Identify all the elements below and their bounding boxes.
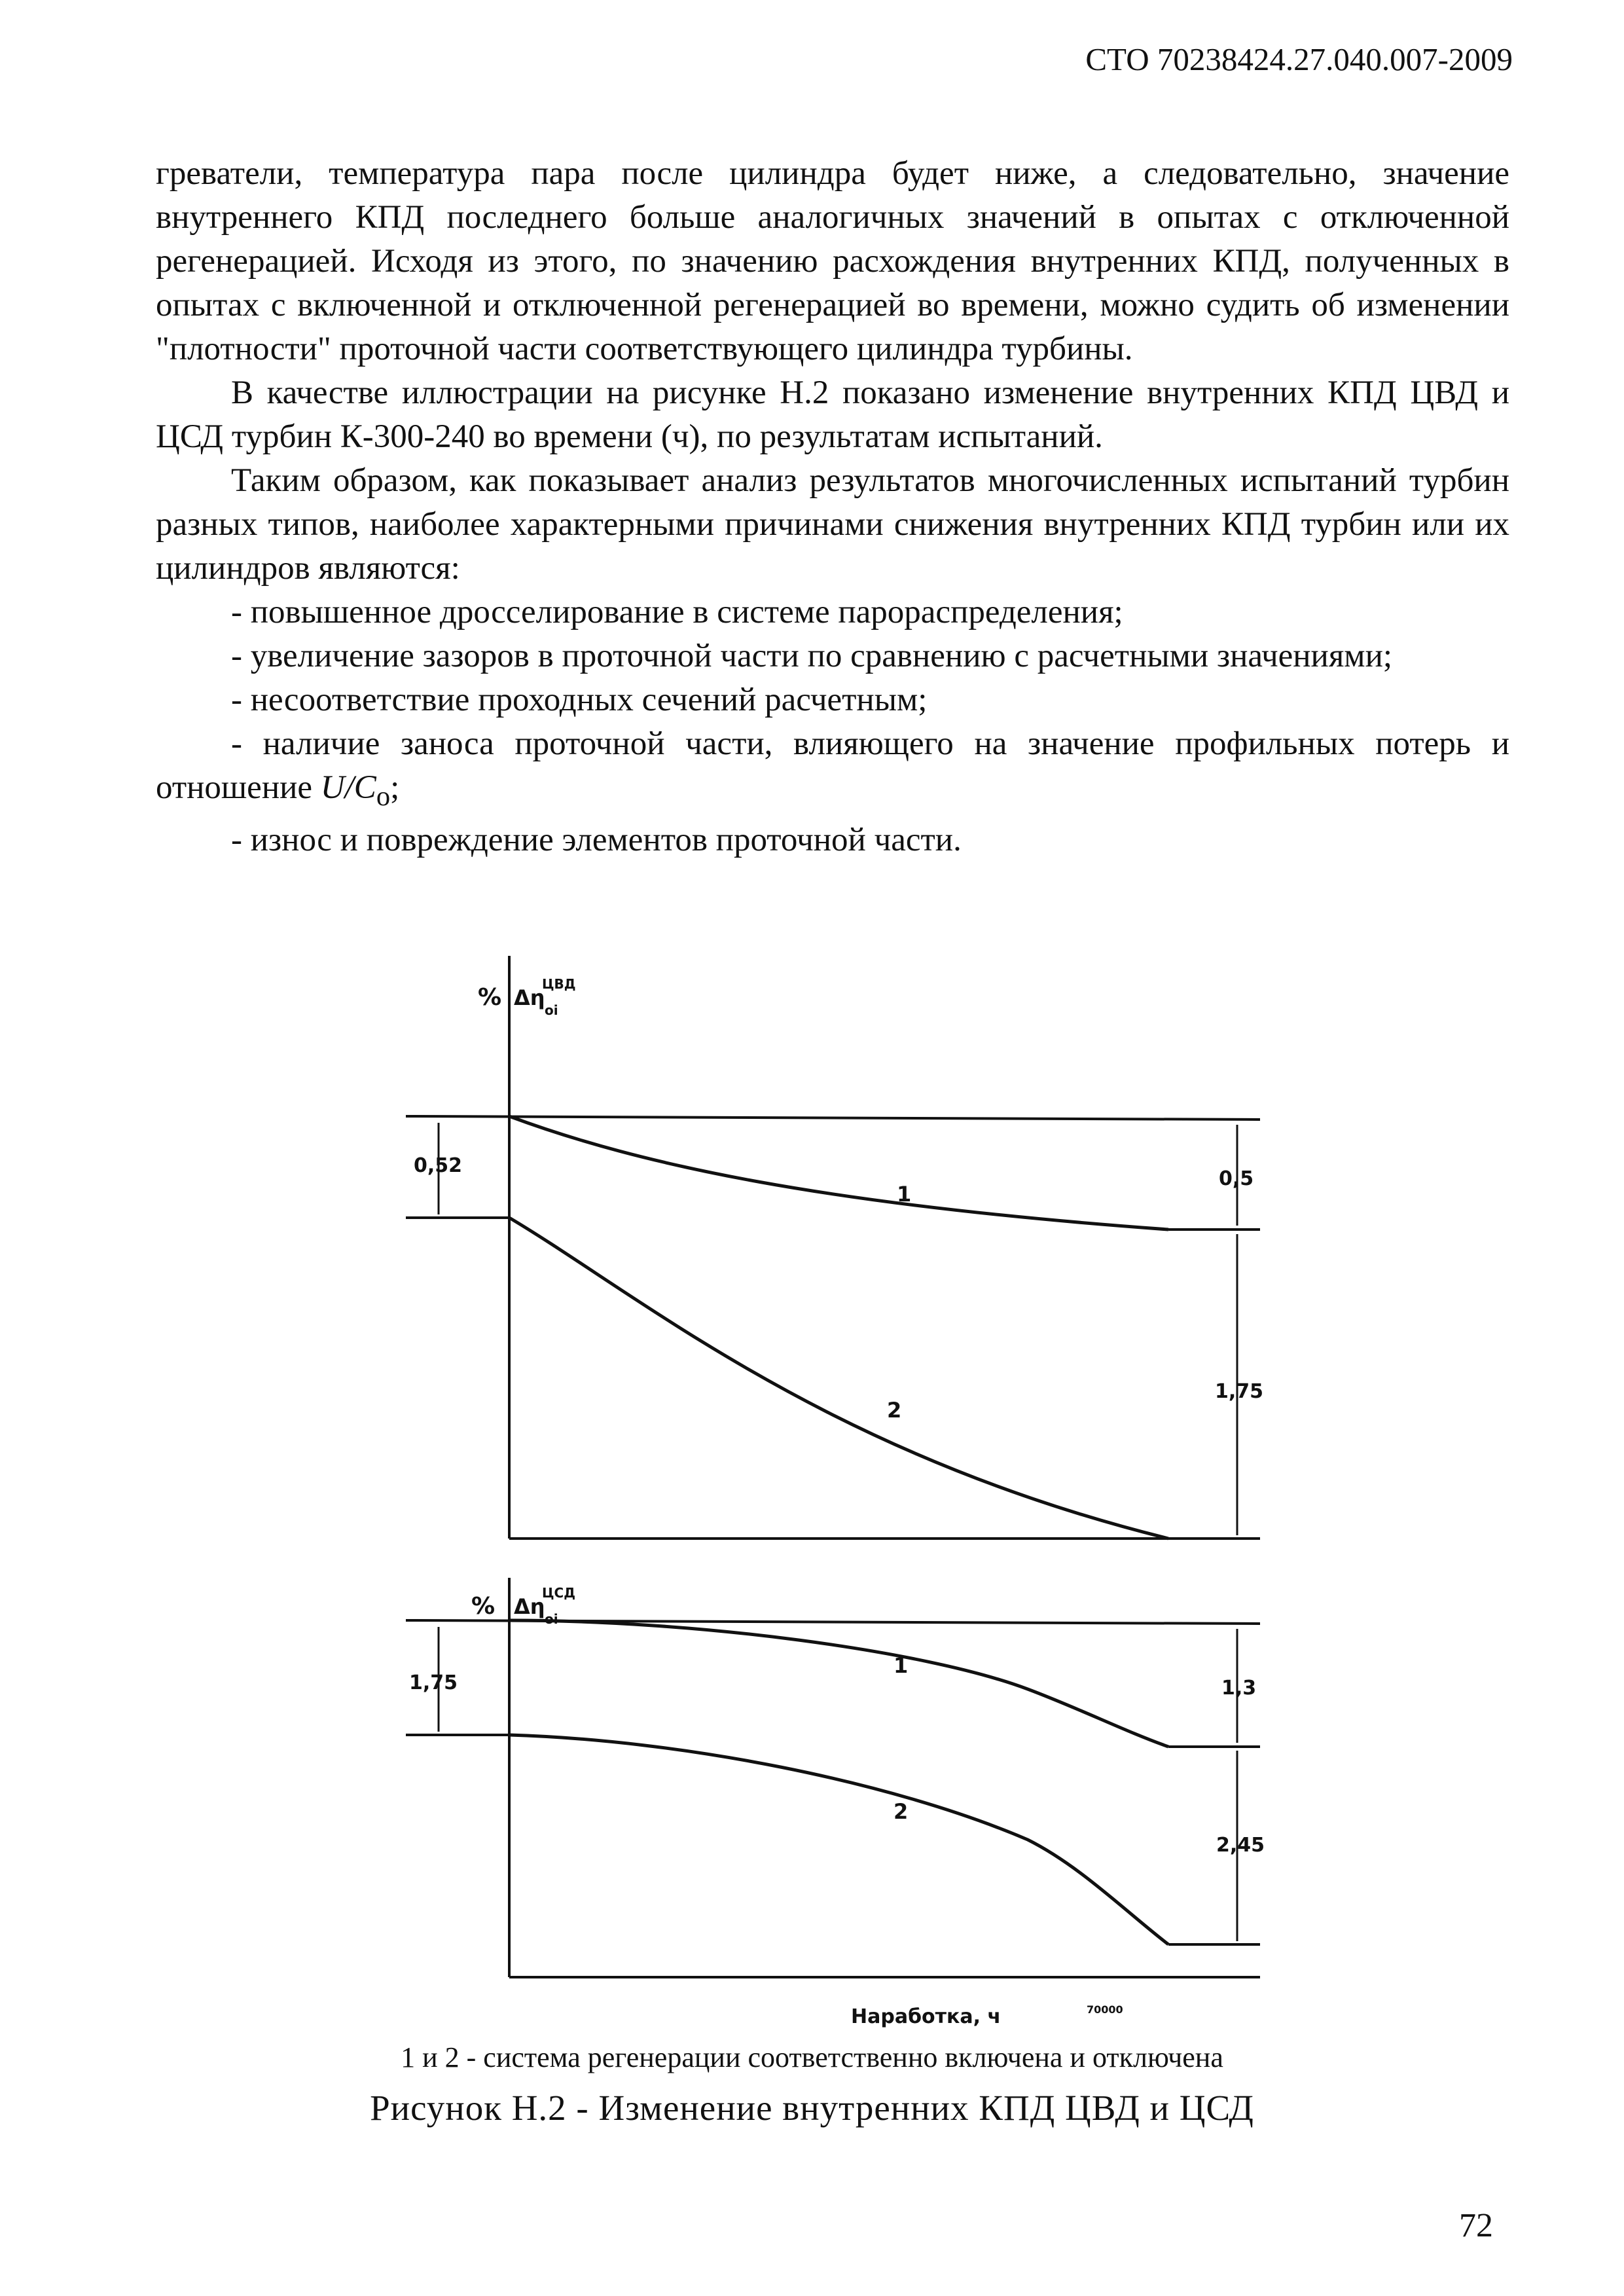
superscript-label: ЦВД [542, 976, 576, 992]
series-2-label: 2 [887, 1398, 902, 1423]
list-item: - увеличение зазоров в проточной части по сравнению с расчетными значениями; [231, 638, 1393, 674]
list-item: - повышенное дросселирование в системе парораспределения; [231, 594, 1123, 630]
y-unit-label: % [478, 984, 502, 1011]
efficiency-figure [367, 943, 1283, 2030]
right-gap-1-value: 0,5 [1219, 1167, 1254, 1190]
paragraph-1: греватели, температура пара после цилиндра будет ниже, а следовательно, значение внутреннего КПД последнего больше аналогичных значений в опытах с отключенной регенерацией. Исходя из этого, по значению расхождения внутренних КПД, полученных в опытах с включенной и отключенной регенерацией во времени, можно судить об изменении "плотности" проточной части соответствующего цилиндра турбины. [156, 155, 1509, 367]
series-1-label: 1 [897, 1182, 912, 1207]
list-item: - износ и повреждение элементов проточной части. [231, 822, 962, 859]
formula-uc: U/C [320, 769, 376, 806]
right-gap-2-value: 1,75 [1215, 1380, 1264, 1403]
figure-legend: 1 и 2 - система регенерации соответственно включена и отключена [401, 2041, 1223, 2073]
left-gap-value: 0,52 [414, 1154, 463, 1177]
list-item-suffix: ; [390, 769, 400, 806]
left-gap-value: 1,75 [409, 1671, 458, 1694]
right-gap-1-value: 1,3 [1221, 1677, 1257, 1700]
series-1-label: 1 [893, 1653, 909, 1678]
subscript-label: oi [545, 1002, 558, 1018]
chart-hp-cylinder [406, 956, 1260, 1539]
x-axis-label: Наработка, ч [851, 2005, 1001, 2028]
top-reference-line [406, 1116, 1260, 1120]
subscript-label: oi [545, 1611, 558, 1627]
document-code: СТО 70238424.27.040.007-2009 [1085, 41, 1513, 77]
series-1-line [509, 1116, 1168, 1230]
paragraph-2: В качестве иллюстрации на рисунке Н.2 показано изменение внутренних КПД ЦВД и ЦСД турбин К-300-240 во времени (ч), по результатам испытаний. [156, 374, 1509, 455]
series-1-line [509, 1620, 1168, 1747]
figure-caption: Рисунок Н.2 - Изменение внутренних КПД ЦВД и ЦСД [370, 2088, 1254, 2128]
y-unit-label: % [471, 1593, 496, 1620]
delta-eta-label: Δη [514, 985, 545, 1010]
series-2-line [509, 1218, 1168, 1539]
superscript-label: ЦСД [542, 1585, 576, 1601]
right-gap-2-value: 2,45 [1216, 1834, 1265, 1857]
list-item-uc [156, 722, 1509, 818]
list-item: - несоответствие проходных сечений расчетным; [231, 682, 928, 718]
chart-ip-cylinder [406, 1578, 1260, 1977]
page-number: 72 [1459, 2207, 1493, 2244]
series-2-line [509, 1735, 1168, 1944]
list-item-text: - наличие заноса проточной части, влияющего на значение профильных потерь и отношение [156, 725, 1509, 806]
x-end-label: 70000 [1087, 2003, 1123, 2016]
paragraph-3: Таким образом, как показывает анализ результатов многочисленных испытаний турбин разных типов, наиболее характерными причинами снижения внутренних КПД турбин или их цилиндров являются: [156, 462, 1509, 587]
series-2-label: 2 [893, 1799, 909, 1824]
delta-eta-label: Δη [514, 1594, 545, 1619]
formula-subscript: о [376, 781, 391, 812]
body-text [156, 152, 1509, 862]
